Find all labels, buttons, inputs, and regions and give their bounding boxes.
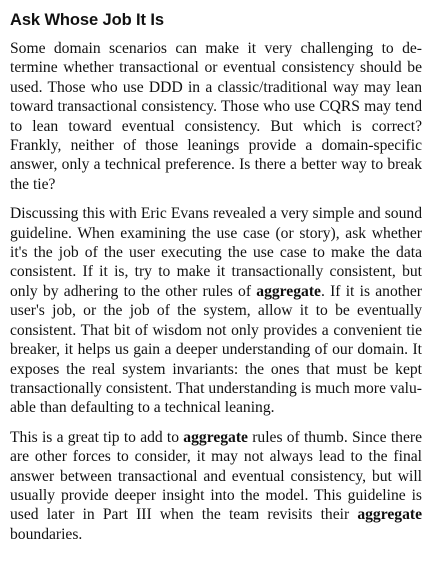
document-page [10, 10, 422, 554]
paragraph-3-text-b: rules of thumb. Since there are other forces to consider, it may not always lead to the final answer between transactional and eventual consistency, but will usually provide deeper insight into the model. This guideline is used later in Part III when the team revisits their [10, 428, 422, 524]
paragraph-1-text: Some domain scenarios can make it very challenging to determine whether transactional or eventual consistency should be used. Those who use DDD in a classic/traditional way may lean toward transactional consistency. Those who use CQRS may tend to lean toward eventual consistency. But which is correct? Frankly, neither of those leanings provide a domain-specific answer, only a technical preference. Is there a better way to break the tie? [10, 40, 422, 193]
paragraph-2-text-b: . If it is another user's job, or the job of the system, allow it to be eventually consistent. That bit of wisdom not only provides a convenient tie breaker, it helps us gain a deeper understanding of our domain. It exposes the real system invariants: the ones that must be kept transactionally consistent. That understanding is much more valuable than defaulting to a technical leaning. [10, 282, 422, 417]
paragraph-3-text-c: boundaries. [10, 525, 83, 543]
paragraph-1 [10, 39, 422, 194]
paragraph-3-bold-term-2: aggregate [357, 506, 422, 524]
paragraph-2-text-a: Discussing this with Eric Evans revealed a very simple and sound guideline. When examining the use case (or story), ask whether it's the job of the user executing the use case to make the data consistent. If it is, try to make it transactionally consistent, but only by adhering to the other rules of [10, 205, 422, 300]
section-heading: Ask Whose Job It Is [10, 11, 164, 29]
paragraph-2 [10, 204, 422, 417]
paragraph-3-text-a: This is a great tip to add to [10, 428, 184, 446]
paragraph-2-bold-term: aggregate [256, 282, 321, 300]
paragraph-3 [10, 428, 422, 544]
paragraph-3-bold-term-1: aggregate [183, 428, 248, 446]
